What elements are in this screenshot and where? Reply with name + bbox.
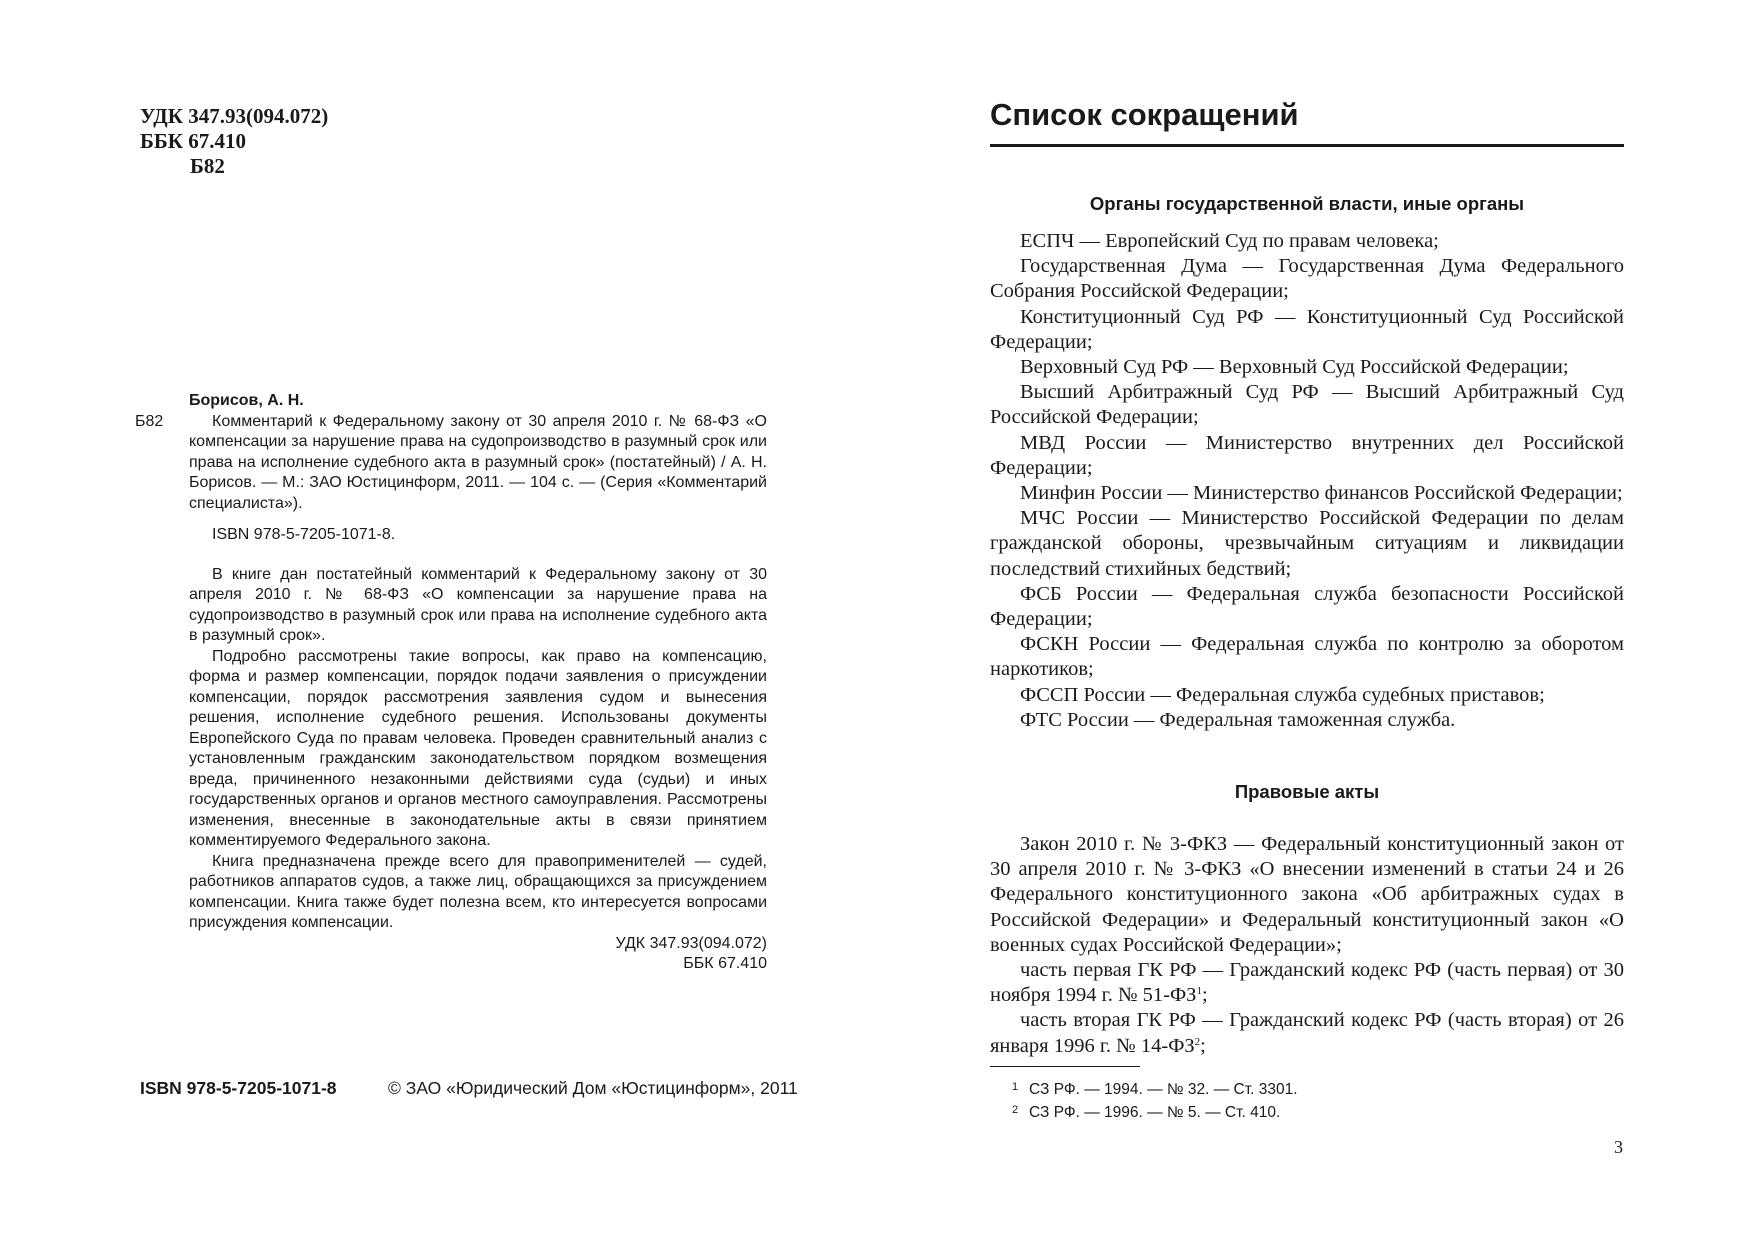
- bbk-code: ББК 67.410: [140, 129, 246, 153]
- list-item: Высший Арбитражный Суд РФ — Высший Арбитражный Суд Российской Федерации;: [990, 381, 1624, 429]
- list-item: МВД России — Министерство внутренних дел Российской Федерации;: [990, 431, 1624, 479]
- copyright-line: © ЗАО «Юридический Дом «Юстицинформ», 2011: [388, 1078, 798, 1098]
- list-item: Конституционный Суд РФ — Конституционный Суд Российской Федерации;: [990, 305, 1624, 353]
- legal-acts-list: [990, 832, 1624, 1059]
- list-item: ФСКН России — Федеральная служба по контролю за оборотом наркотиков;: [990, 633, 1624, 681]
- biblio-isbn: ISBN 978-5-7205-1071-8.: [212, 526, 396, 543]
- list-item: Государственная Дума — Государственная Дума Федерального Собрания Российской Федерации;: [990, 255, 1624, 303]
- list-item: МЧС России — Министерство Российской Федерации по делам гражданской обороны, чрезвычайным ситуациям и ликвидации последствий стихийных бедствий;: [990, 507, 1624, 580]
- page-title: Список сокращений: [990, 97, 1299, 132]
- list-item: часть первая ГК РФ — Гражданский кодекс РФ (часть первая) от 30 ноября 1994 г. № $51-ФЗ^1$;: [990, 959, 1624, 1007]
- footnotes: [1012, 1077, 1298, 1123]
- isbn-footer: ISBN 978-5-7205-1071-8: [140, 1078, 337, 1098]
- udk-code: УДК 347.93(094.072): [140, 104, 329, 128]
- list-item: ФТС России — Федеральная таможенная служба.: [1020, 708, 1456, 731]
- section-heading-acts: Правовые акты: [1234, 781, 1380, 802]
- title-divider: [990, 144, 1624, 147]
- bibliographic-record: [135, 391, 767, 975]
- list-item: Закон 2010 г. № 3-ФКЗ — Федеральный конституционный закон от 30 апреля 2010 г. № 3-ФКЗ «О внесении изменений в статьи 24 и 26 Федерального конституционного закона «Об арбитражных судах в Российской Федерации» и Федеральный конституционный закон «О военных судах Российской Федерации»;: [990, 833, 1624, 956]
- list-item: ФСБ России — Федеральная служба безопасности Российской Федерации;: [990, 582, 1624, 631]
- section-heading-organs: Органы государственной власти, иные органы: [1089, 193, 1525, 214]
- list-item: Минфин России — Министерство финансов Российской Федерации;: [1020, 482, 1623, 505]
- list-item: Верховный Суд РФ — Верховный Суд Российской Федерации;: [1020, 356, 1569, 379]
- footnote-ref: 2: [1194, 1035, 1201, 1048]
- annotation: [189, 565, 767, 934]
- list-item: ФССП России — Федеральная служба судебных приставов;: [1020, 683, 1545, 706]
- annotation-paragraph: В книге дан постатейный комментарий к Федеральному закону от 30 апреля 2010 г. № 68-ФЗ «О компенсации за нарушение права на судопроизводство в разумный срок или права на исполнение судебного акта в разумный срок».: [189, 565, 767, 644]
- annotation-paragraph: Подробно рассмотрены такие вопросы, как право на компенсацию, форма и размер компенсации, порядок подачи заявления о присуждении компенсации, порядок рассмотрения заявления судом и вынесения решения, исполнение судебного решения. Использованы документы Европейского Суда по правам человека. Проведен сравнительный анализ с установленным гражданским законодательством порядком возмещения вреда, причиненного незаконными действиями суда (судьи) и иных государственных органов и органов местного самоуправления. Рассмотрены изменения, внесенные в законодательные акты в связи принятием комментируемого Федерального закона.: [189, 647, 767, 849]
- biblio-udk: УДК 347.93(094.072): [615, 934, 767, 952]
- biblio-author: Борисов, А. Н.: [189, 392, 304, 409]
- footnote: 1 СЗ РФ. — 1994. — № 32. — Ст. 3301.: [1012, 1081, 1298, 1098]
- footnote-ref: 1: [1196, 985, 1202, 998]
- biblio-entry: [135, 412, 767, 515]
- organs-abbreviation-list: [990, 229, 1624, 733]
- page-number: 3: [1614, 1137, 1623, 1157]
- footnote: 2 СЗ РФ. — 1996. — № 5. — Ст. 410.: [1012, 1104, 1281, 1121]
- footnote-divider: [990, 1066, 1140, 1067]
- biblio-bbk: ББК 67.410: [683, 955, 767, 972]
- biblio-entry-text: Комментарий к Федеральному закону от 30 апреля 2010 г. № 68-ФЗ «О компенсации за нарушение права на судопроизводство в разумный срок или права на исполнение судебного акта в разумный срок» (постатейный) / А. Н. Борисов. — М.: ЗАО Юстицинформ, 2011. — 104 с. — (Серия «Комментарий специалиста»).: [189, 412, 767, 512]
- udk-bbk-block: [140, 104, 328, 179]
- annotation-paragraph: Книга предназначена прежде всего для правоприменителей — судей, работников аппаратов судов, а также лиц, обращающихся за присуждением компенсации. Книга также будет полезна всем, кто интересуется вопросами присуждения компенсации.: [189, 852, 767, 931]
- biblio-author-mark: Б82: [135, 412, 164, 430]
- list-item: часть вторая ГК РФ — Гражданский кодекс РФ (часть вторая) от 26 января 1996 г. № $14-ФЗ^2$;: [990, 1009, 1624, 1057]
- author-mark: Б82: [190, 154, 225, 178]
- list-item: ЕСПЧ — Европейский Суд по правам человека;: [1020, 230, 1439, 252]
